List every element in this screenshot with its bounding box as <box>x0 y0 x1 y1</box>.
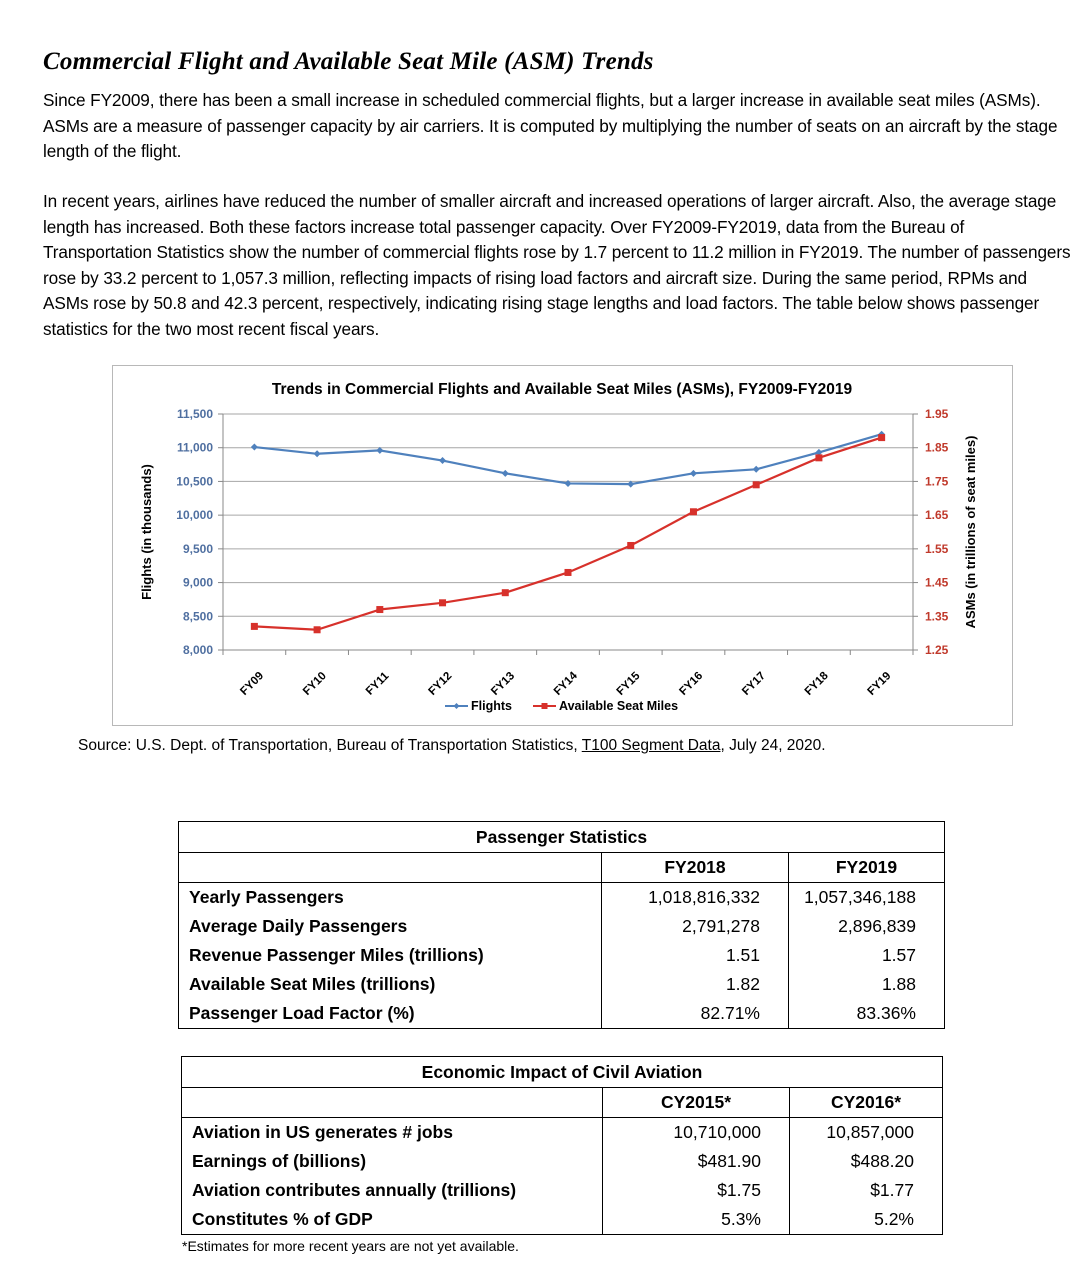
cell-value: 10,710,000 <box>603 1118 790 1148</box>
data-point <box>878 434 885 441</box>
table-row <box>179 941 945 970</box>
data-point <box>627 542 634 549</box>
y-tick-label-right: 1.95 <box>925 407 949 421</box>
series-line <box>254 438 881 630</box>
cell-value: 1,057,346,188 <box>789 883 945 913</box>
y-tick-label-left: 9,500 <box>182 541 213 556</box>
legend-flights-marker <box>454 703 460 709</box>
data-point <box>251 623 258 630</box>
table-row <box>179 883 945 913</box>
cell-value: $481.90 <box>603 1147 790 1176</box>
cell-value: 1,018,816,332 <box>602 883 789 913</box>
row-label: Constitutes % of GDP <box>182 1205 603 1235</box>
cell-value: 5.3% <box>603 1205 790 1235</box>
row-label: Aviation in US generates # jobs <box>182 1118 603 1148</box>
data-point <box>251 444 258 451</box>
series-asm <box>251 434 885 633</box>
y-axis-label-left: Flights (in thousands) <box>139 464 154 600</box>
footnote: *Estimates for more recent years are not yet available. <box>182 1238 519 1254</box>
cell-value: 1.57 <box>789 941 945 970</box>
x-tick-label: FY09 <box>238 669 267 698</box>
data-point <box>815 454 822 461</box>
row-label: Aviation contributes annually (trillions) <box>182 1176 603 1205</box>
x-tick-label: FY13 <box>489 669 518 698</box>
x-tick-label: FY12 <box>426 669 455 698</box>
data-point <box>314 626 321 633</box>
data-point <box>314 450 321 457</box>
y-tick-label-right: 1.75 <box>925 474 949 489</box>
source-suffix: , July 24, 2020. <box>720 737 826 754</box>
y-tick-label-right: 1.85 <box>925 440 949 455</box>
data-point <box>690 508 697 515</box>
x-tick-label: FY16 <box>677 669 706 698</box>
series-line <box>254 434 881 484</box>
y-tick-label-left: 10,500 <box>176 474 213 489</box>
x-tick-label: FY17 <box>740 669 769 698</box>
source-prefix: Source: U.S. Dept. of Transportation, Bureau of Transportation Statistics, <box>78 737 582 754</box>
row-label: Average Daily Passengers <box>179 912 602 941</box>
y-tick-label-right: 1.55 <box>925 541 949 556</box>
column-header: CY2015* <box>603 1088 790 1118</box>
series-flights <box>251 431 885 488</box>
y-tick-label-left: 8,500 <box>182 609 213 624</box>
y-tick-label-left: 11,500 <box>176 407 213 421</box>
table-caption: Economic Impact of Civil Aviation <box>182 1057 943 1088</box>
x-tick-label: FY14 <box>551 669 580 698</box>
y-tick-label-left: 9,000 <box>182 575 213 590</box>
data-point <box>439 457 446 464</box>
cell-value: 1.82 <box>602 970 789 999</box>
data-point <box>376 606 383 613</box>
table-row <box>182 1118 943 1148</box>
cell-value: 1.51 <box>602 941 789 970</box>
row-label: Passenger Load Factor (%) <box>179 999 602 1029</box>
table-row <box>182 1176 943 1205</box>
column-header: FY2019 <box>789 853 945 883</box>
source-citation <box>78 737 826 755</box>
y-tick-label-right: 1.25 <box>925 643 949 657</box>
cell-value: $1.75 <box>603 1176 790 1205</box>
cell-value: 2,791,278 <box>602 912 789 941</box>
cell-value: 2,896,839 <box>789 912 945 941</box>
x-tick-label: FY18 <box>802 669 831 698</box>
page-heading: Commercial Flight and Available Seat Mile (ASM) Trends <box>43 48 654 75</box>
data-point <box>502 589 509 596</box>
series <box>251 431 885 634</box>
x-tick-label: FY11 <box>363 670 392 698</box>
gridlines <box>223 414 913 616</box>
header-blank <box>182 1088 603 1118</box>
chart-title: Trends in Commercial Flights and Available Seat Miles (ASMs), FY2009-FY2019 <box>271 381 853 398</box>
column-header: FY2018 <box>602 853 789 883</box>
y-tick-label-left: 8,000 <box>182 643 213 657</box>
cell-value: $488.20 <box>790 1147 943 1176</box>
table-row <box>179 970 945 999</box>
cell-value: 82.71% <box>602 999 789 1029</box>
x-tick-label: FY10 <box>301 669 329 698</box>
data-point <box>753 466 760 473</box>
data-point <box>439 599 446 606</box>
table-row <box>179 999 945 1029</box>
table-row <box>182 1147 943 1176</box>
column-header: CY2016* <box>790 1088 943 1118</box>
row-label: Earnings of (billions) <box>182 1147 603 1176</box>
legend-flights-label: Flights <box>471 699 512 713</box>
cell-value: 5.2% <box>790 1205 943 1235</box>
x-tick-label: FY15 <box>614 669 643 698</box>
y-tick-label-left: 10,000 <box>176 508 213 523</box>
legend-asm-marker <box>542 703 548 709</box>
legend-asm-label: Available Seat Miles <box>559 699 679 713</box>
trends-chart <box>112 365 1013 726</box>
y-tick-label-left: 11,000 <box>176 440 213 455</box>
table-caption: Passenger Statistics <box>179 822 945 853</box>
intro-paragraph: Since FY2009, there has been a small increase in scheduled commercial flights, but a larger increase in available seat miles (ASMs). ASMs are a measure of passenger capacity by air carriers. It is computed by multiplying the number of seats on an aircraft by the stage length of the flight. <box>43 90 1058 161</box>
data-point <box>565 569 572 576</box>
data-point <box>753 481 760 488</box>
chart-canvas <box>113 366 1012 725</box>
row-label: Yearly Passengers <box>179 883 602 913</box>
y-tick-label-right: 1.35 <box>925 609 949 624</box>
source-link[interactable]: T100 Segment Data <box>581 737 721 754</box>
row-label: Available Seat Miles (trillions) <box>179 970 602 999</box>
data-point <box>690 470 697 477</box>
analysis-paragraph: In recent years, airlines have reduced the number of smaller aircraft and increased operations of larger aircraft. Also, the average stage length has increased. Both these factors increase total passenger capacity. Over FY2009-FY2019, data from the Bureau of Transportation Statistics show the number of commercial flights rose by 1.7 percent to 11.2 million in FY2019. The number of passengers rose by 33.2 percent to 1,057.3 million, reflecting impacts of rising load factors and aircraft size. During the same period, RPMs and ASMs rose by 50.8 and 42.3 percent, respectively, indicating rising stage lengths and load factors. The table below shows passenger statistics for the two most recent fiscal years. <box>43 191 1071 339</box>
passenger-statistics-table <box>178 821 945 1029</box>
cell-value: 10,857,000 <box>790 1118 943 1148</box>
chart-legend <box>445 699 678 713</box>
table-row <box>182 1205 943 1235</box>
cell-value: 1.88 <box>789 970 945 999</box>
cell-value: $1.77 <box>790 1176 943 1205</box>
y-axis-label-right: ASMs (in trillions of seat miles) <box>963 435 978 629</box>
row-label: Revenue Passenger Miles (trillions) <box>179 941 602 970</box>
header-blank <box>179 853 602 883</box>
table-row <box>179 912 945 941</box>
cell-value: 83.36% <box>789 999 945 1029</box>
y-tick-label-right: 1.45 <box>925 575 949 590</box>
data-point <box>502 470 509 477</box>
economic-impact-table <box>181 1056 943 1235</box>
y-tick-label-right: 1.65 <box>925 508 949 523</box>
x-tick-label: FY19 <box>865 669 894 698</box>
